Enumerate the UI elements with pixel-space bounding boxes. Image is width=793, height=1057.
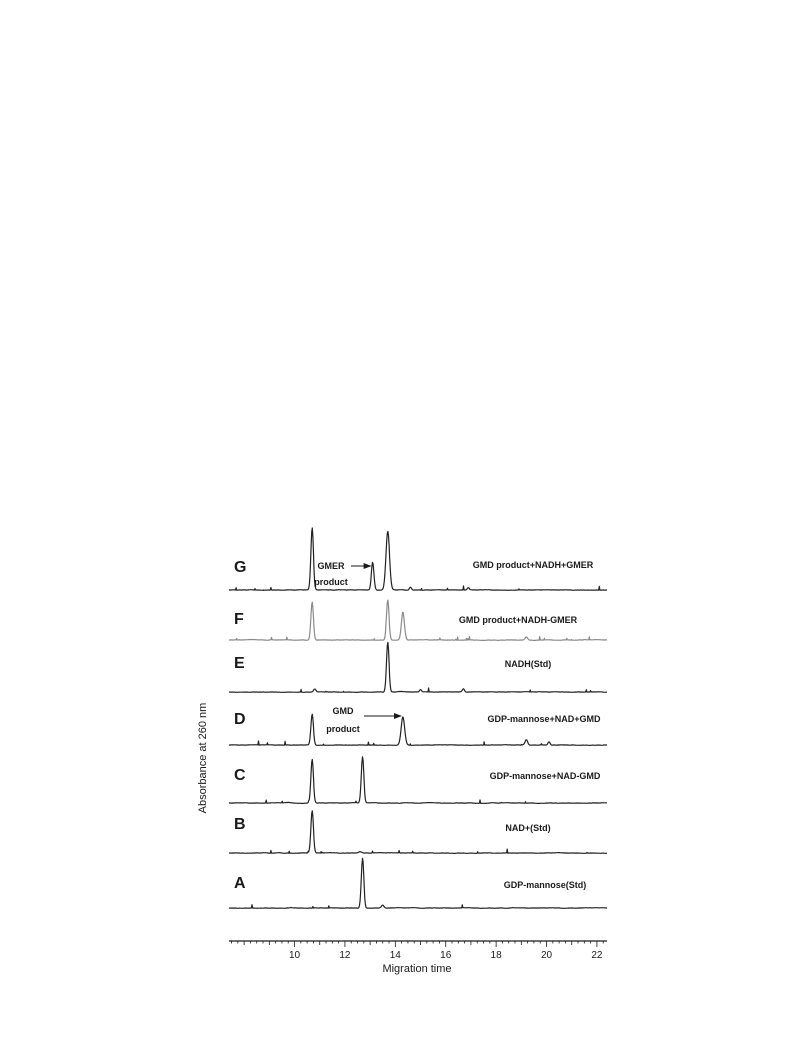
trace-label-a: GDP-mannose(Std) [503,880,587,890]
x-tick-label-14: 14 [389,950,401,961]
annotation-d-line1: GMD [332,706,354,716]
x-axis-label: Migration time [382,963,452,975]
x-tick-label-10: 10 [288,950,301,961]
x-tick-label-12: 12 [339,950,351,961]
trace-e [229,642,607,692]
trace-c [229,757,607,804]
panel-letter-b: B [234,816,246,833]
trace-d [229,706,607,745]
x-tick-label-16: 16 [440,950,452,961]
trace-g [229,528,607,590]
trace-label-b: NAD+(Std) [505,823,551,833]
x-tick-label-20: 20 [540,950,553,961]
trace-label-g: GMD product+NADH+GMER [472,560,594,570]
panel-letter-c: C [234,767,246,784]
y-axis-label: Absorbance at 260 nm [197,702,209,814]
x-tick-label-22: 22 [591,950,603,961]
x-axis [229,941,607,961]
annotation-g-line1: GMER [317,561,345,571]
panel-letter-g: G [234,559,247,576]
x-tick-label-18: 18 [490,950,502,961]
trace-label-c: GDP-mannose+NAD-GMD [489,771,601,781]
annotation-d-line2: product [326,724,360,734]
panel-letter-d: D [234,711,246,728]
trace-a [229,858,607,908]
panel-letter-e: E [234,655,245,672]
trace-label-d: GDP-mannose+NAD+GMD [487,714,601,724]
annotation-g-line2: product [314,577,348,587]
panel-letter-a: A [234,875,246,892]
trace-f [229,600,607,640]
panel-letter-f: F [234,611,244,628]
traces-group [229,528,607,908]
trace-label-e: NADH(Std) [504,659,552,669]
trace-b [229,811,607,854]
trace-label-f: GMD product+NADH-GMER [458,615,578,625]
